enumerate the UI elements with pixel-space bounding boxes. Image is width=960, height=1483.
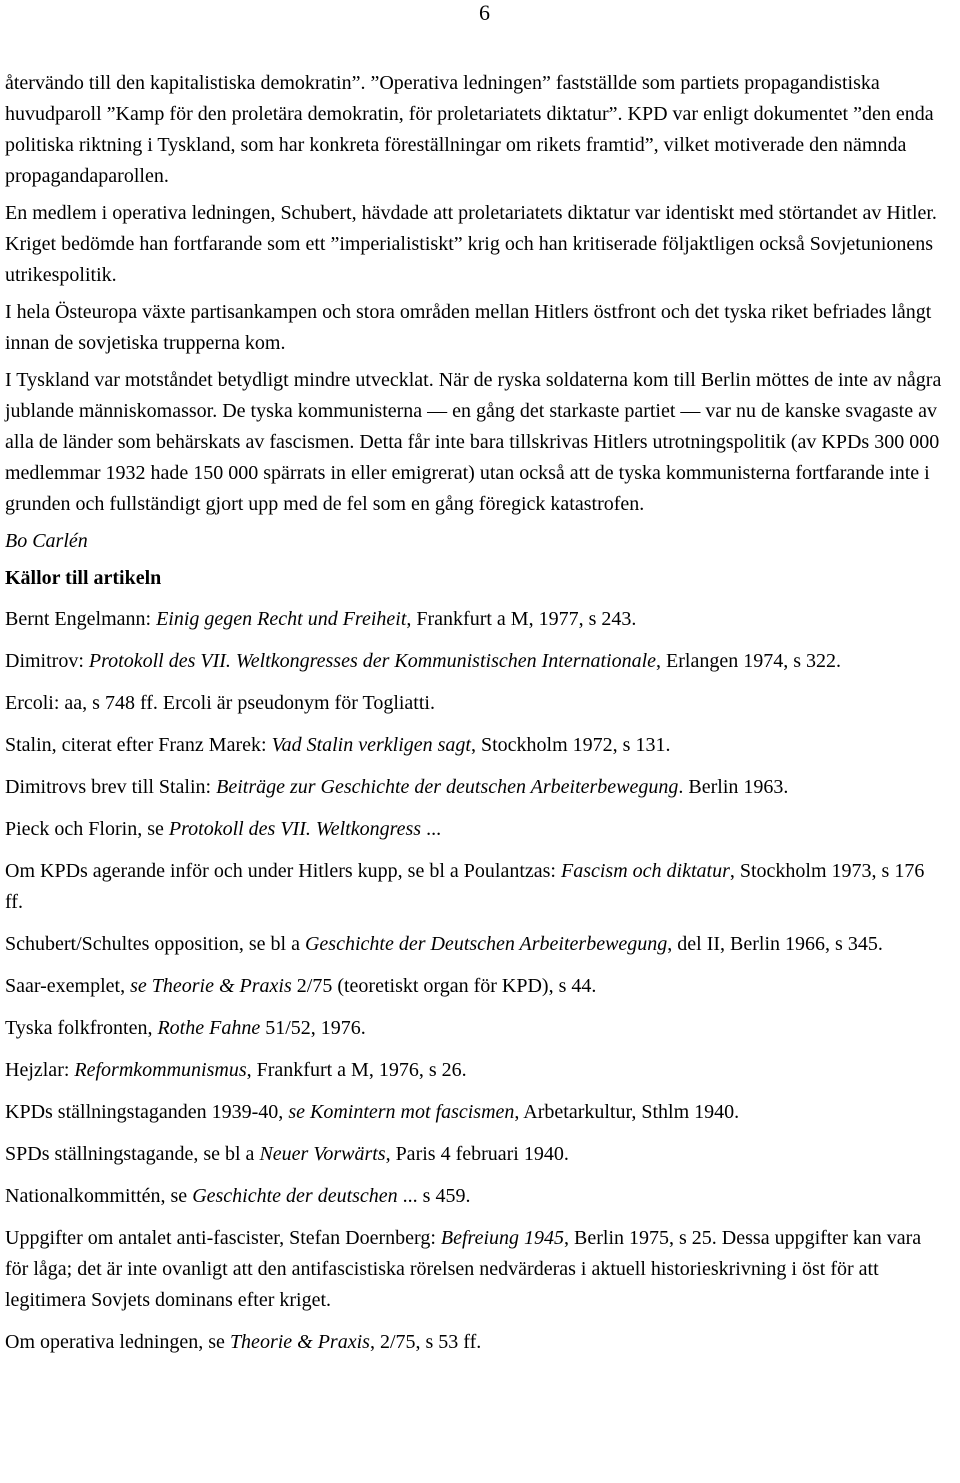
source-entry xyxy=(5,688,945,719)
source-text: KPDs ställningstaganden 1939-40, xyxy=(5,1101,289,1123)
source-title: se Theorie & Praxis xyxy=(130,975,292,997)
source-title: Geschichte der deutschen xyxy=(192,1185,398,1207)
source-text: , Paris 4 februari 1940. xyxy=(385,1143,569,1165)
source-text: ... s 459. xyxy=(397,1185,471,1207)
source-entry xyxy=(5,1327,945,1358)
source-title: Rothe Fahne xyxy=(157,1017,261,1039)
source-text: SPDs ställningstagande, se bl a xyxy=(5,1143,260,1165)
source-entry xyxy=(5,604,945,635)
author-signature: Bo Carlén xyxy=(5,530,88,552)
source-entry xyxy=(5,646,945,677)
source-text: , Frankfurt a M, 1977, s 243. xyxy=(406,608,637,630)
page-number: 6 xyxy=(479,0,490,25)
source-entry xyxy=(5,1139,945,1170)
document-body xyxy=(5,68,945,1369)
source-text: , Stockholm 1972, s 131. xyxy=(470,734,671,756)
source-text: Saar-exemplet, xyxy=(5,975,131,997)
source-title: Vad Stalin verkligen sagt xyxy=(271,734,471,756)
source-text: , del II, Berlin 1966, s 345. xyxy=(667,933,883,955)
source-text: Hejzlar: xyxy=(5,1059,75,1081)
source-text: Ercoli: aa, s 748 ff. Ercoli är pseudonym för Togliatti. xyxy=(5,692,435,714)
body-paragraph: En medlem i operativa ledningen, Schubert, hävdade att proletariatets diktatur var identiskt med störtandet av Hitler. Kriget bedömde han fortfarande som ett ”imperialistiskt” krig och han kritiserade följaktligen också Sovjetunionens utrikespolitik. xyxy=(5,202,937,286)
body-paragraph: I Tyskland var motståndet betydligt mindre utvecklat. När de ryska soldaterna kom till Berlin möttes de inte av några jublande människomassor. De tyska kommunisterna — en gång det starkaste partiet — var nu de kanske svagaste av alla de länder som behärskats av fascismen. Detta får inte bara tillskrivas Hitlers utrotningspolitik (av KPDs 300 000 medlemmar 1932 hade 150 000 spärrats in eller emigrerat) utan också att de tyska kommunisterna fortfarande inte i grunden och fullständigt gjort upp med de fel som en gång föregick katastrofen. xyxy=(5,369,942,515)
source-text: , 2/75, s 53 ff. xyxy=(369,1331,482,1353)
source-text: Dimitrov: xyxy=(5,650,89,672)
source-title: Theorie & Praxis xyxy=(229,1331,370,1353)
source-text: , Berlin 1975, s 25. Dessa uppgifter kan vara för låga; det är inte ovanligt att den antifascistiska rörelsen nedvärderas i aktuell historieskrivning i öst för att legitimera Sovjets dominans efter kriget. xyxy=(5,1227,922,1311)
source-text: Stalin, citerat efter Franz Marek: xyxy=(5,734,272,756)
source-text: 2/75 (teoretiskt organ för KPD), s 44. xyxy=(291,975,597,997)
sources-list xyxy=(5,604,945,1358)
source-text: , Frankfurt a M, 1976, s 26. xyxy=(246,1059,467,1081)
source-title: Einig gegen Recht und Freiheit xyxy=(156,608,407,630)
source-title: Geschichte der Deutschen Arbeiterbewegung xyxy=(304,933,668,955)
source-title: se Komintern mot fascismen xyxy=(288,1101,515,1123)
source-text: Bernt Engelmann: xyxy=(5,608,157,630)
source-text: Nationalkommittén, se xyxy=(5,1185,193,1207)
source-text: ... xyxy=(421,818,442,840)
body-paragraph: I hela Östeuropa växte partisankampen och stora områden mellan Hitlers östfront och det tyska riket befriades långt innan de sovjetiska trupperna kom. xyxy=(5,301,932,354)
source-text: , Erlangen 1974, s 322. xyxy=(656,650,842,672)
source-title: Neuer Vorwärts xyxy=(259,1143,386,1165)
source-entry xyxy=(5,772,945,803)
source-entry xyxy=(5,1013,945,1044)
source-entry xyxy=(5,1181,945,1212)
source-title: Protokoll des VII. Weltkongress xyxy=(168,818,422,840)
source-entry xyxy=(5,1097,945,1128)
body-paragraph: återvändo till den kapitalistiska demokratin”. ”Operativa ledningen” fastställde som partiets propagandistiska huvudparoll ”Kamp för den proletära demokratin, för proletariatets diktatur”. KPD var enligt dokumentet ”den enda politiska riktning i Tyskland, som har konkreta föreställningar om rikets framtid”, vilket motiverade den nämnda propagandaparollen. xyxy=(5,72,934,187)
source-text: Uppgifter om antalet anti-fascister, Stefan Doernberg: xyxy=(5,1227,441,1249)
source-text: , Arbetarkultur, Sthlm 1940. xyxy=(514,1101,740,1123)
source-text: Om KPDs agerande inför och under Hitlers kupp, se bl a Poulantzas: xyxy=(5,860,561,882)
source-text: Dimitrovs brev till Stalin: xyxy=(5,776,217,798)
sources-heading: Källor till artikeln xyxy=(5,567,162,589)
source-text: 51/52, 1976. xyxy=(260,1017,366,1039)
source-text: Schubert/Schultes opposition, se bl a xyxy=(5,933,305,955)
source-entry xyxy=(5,856,945,918)
source-title: Beiträge zur Geschichte der deutschen Arbeiterbewegung xyxy=(216,776,679,798)
source-title: Befreiung 1945 xyxy=(440,1227,565,1249)
source-title: Fascism och diktatur xyxy=(561,860,730,882)
source-text: Pieck och Florin, se xyxy=(5,818,169,840)
source-text: , Stockholm 1973, s 176 ff. xyxy=(5,860,925,913)
source-entry xyxy=(5,971,945,1002)
source-title: Protokoll des VII. Weltkongresses der Kommunistischen Internationale xyxy=(88,650,657,672)
source-entry xyxy=(5,730,945,761)
source-entry xyxy=(5,1055,945,1086)
source-entry xyxy=(5,929,945,960)
source-text: Tyska folkfronten, xyxy=(5,1017,158,1039)
source-entry xyxy=(5,1223,945,1316)
source-title: Reformkommunismus xyxy=(74,1059,247,1081)
source-entry xyxy=(5,814,945,845)
source-text: . Berlin 1963. xyxy=(678,776,789,798)
source-text: Om operativa ledningen, se xyxy=(5,1331,230,1353)
